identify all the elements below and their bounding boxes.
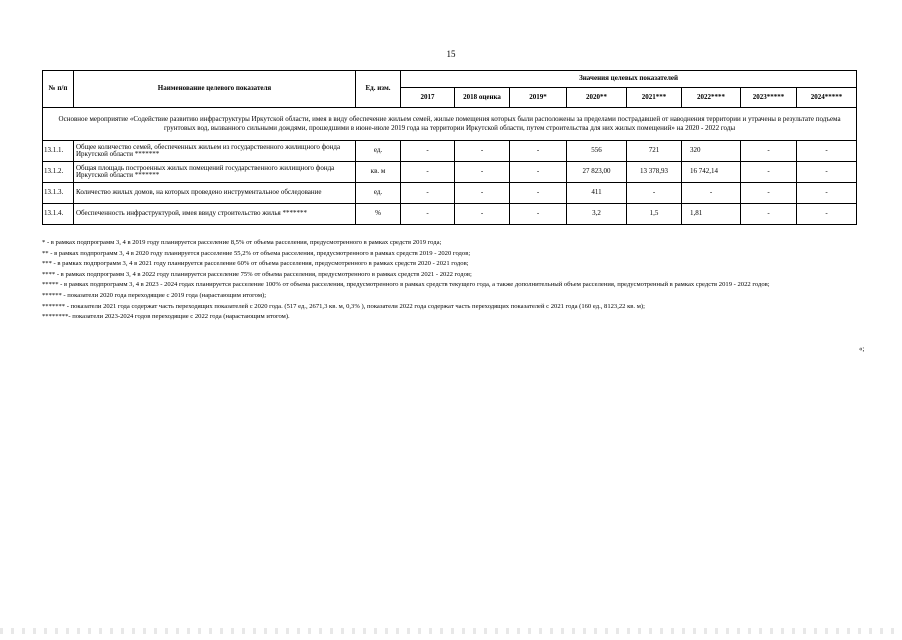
row-num: 13.1.3.: [43, 183, 74, 204]
row-value: 27 823,00: [567, 162, 627, 183]
row-value: -: [455, 141, 510, 162]
row-value: -: [797, 204, 857, 225]
row-value: 320: [682, 141, 741, 162]
row-value: -: [797, 183, 857, 204]
header-year: 2022****: [682, 88, 741, 108]
row-value: 556: [567, 141, 627, 162]
row-value: 411: [567, 183, 627, 204]
row-value: -: [682, 183, 741, 204]
row-value: -: [455, 183, 510, 204]
header-year: 2018 оценка: [455, 88, 510, 108]
table-row: [43, 204, 857, 225]
row-value: -: [741, 204, 797, 225]
page-number: 15: [446, 49, 456, 59]
row-value: -: [401, 183, 455, 204]
row-name: Общее количество семей, обеспеченных жильем из государственного жилищного фонда Иркутской области *******: [74, 141, 356, 162]
footnote: *** - в рамках подпрограмм 3, 4 в 2021 году планируется расселение 60% от объема расселения, предусмотренного в рамках средств 2020 - 2021 годов;: [42, 260, 469, 268]
header-year: 2020**: [567, 88, 627, 108]
row-value: -: [401, 141, 455, 162]
row-name: Обеспеченность инфраструктурой, имея ввиду строительство жилья *******: [74, 204, 356, 225]
row-value: -: [797, 141, 857, 162]
row-name: Общая площадь построенных жилых помещений государственного жилищного фонда Иркутской области *******: [74, 162, 356, 183]
header-year: 2019*: [510, 88, 567, 108]
row-value: -: [401, 162, 455, 183]
footnote: ****** - показатели 2020 года переходящие с 2019 года (нарастающим итогом);: [42, 291, 267, 299]
target-indicators-table: [42, 70, 857, 225]
row-value: -: [741, 162, 797, 183]
footnote: ***** - в рамках подпрограмм 3, 4 в 2023 - 2024 годах планируется расселение 100% от объема расселения, предусмотренного в рамках средств текущего года, а также дополнительный объем расселения, предусмотренный в рамках средств 2019 - 2022 годов;: [42, 281, 770, 289]
row-value: 1,81: [682, 204, 741, 225]
stray-mark: «;: [859, 345, 865, 353]
table-row: [43, 183, 857, 204]
row-value: -: [455, 204, 510, 225]
table-row: [43, 162, 857, 183]
row-value: 16 742,14: [682, 162, 741, 183]
footnote: ******* - показатели 2021 года содержат часть переходящих показателей с 2020 года. (517 ед., 2671,3 кв. м, 0,3% ), показатели 2022 года содержат часть переходящих показателей с 2021 года (160 ед., 8123,22 кв. м);: [42, 302, 645, 310]
section-title: Основное мероприятие «Содействие развитию инфраструктуры Иркутской области, имея в виду обеспечение жильем семей, жилые помещения которых были расположены за пределами пострадавшей от наводнения территории и утрачены в результате подъема грунтовых вод, вызванного сильными дождями, прошедшими в июне-июле 2019 года на территории Иркутской области, путем строительства для них жилых помещений» на 2020 - 2022 годы: [43, 108, 857, 141]
row-value: -: [510, 183, 567, 204]
header-values-group: Значения целевых показателей: [401, 71, 857, 88]
row-value: -: [741, 183, 797, 204]
header-num: № п/п: [43, 71, 74, 108]
table-row: [43, 141, 857, 162]
row-value: -: [455, 162, 510, 183]
row-unit: ед.: [356, 183, 401, 204]
row-value: -: [797, 162, 857, 183]
row-num: 13.1.1.: [43, 141, 74, 162]
header-year: 2023*****: [741, 88, 797, 108]
header-unit: Ед. изм.: [356, 71, 401, 108]
row-value: -: [510, 162, 567, 183]
row-value: 1,5: [627, 204, 682, 225]
row-unit: ед.: [356, 141, 401, 162]
header-year: 2017: [401, 88, 455, 108]
footnote: * - в рамках подпрограмм 3, 4 в 2019 году планируется расселение 8,5% от объема расселения, предусмотренного в рамках средств 2019 года;: [42, 239, 442, 246]
header-year: 2024*****: [797, 88, 857, 108]
row-value: -: [510, 204, 567, 225]
row-unit: кв. м: [356, 162, 401, 183]
header-name: Наименование целевого показателя: [74, 71, 356, 108]
header-year: 2021***: [627, 88, 682, 108]
row-value: -: [627, 183, 682, 204]
row-num: 13.1.2.: [43, 162, 74, 183]
row-num: 13.1.4.: [43, 204, 74, 225]
row-value: -: [741, 141, 797, 162]
row-value: -: [401, 204, 455, 225]
scan-artifact: [0, 628, 902, 634]
row-name: Количество жилых домов, на которых проведено инструментальное обследование: [74, 183, 356, 204]
row-value: 721: [627, 141, 682, 162]
row-value: 13 378,93: [627, 162, 682, 183]
footnote: ** - в рамках подпрограмм 3, 4 в 2020 году планируется расселение 55,2% от объема расселения, предусмотренного в рамках средств 2019 - 2020 годов;: [42, 249, 471, 257]
footnote: ********- показатели 2023-2024 годов переходящие с 2022 года (нарастающим итогом).: [42, 313, 290, 321]
row-value: -: [510, 141, 567, 162]
footnote: **** - в рамках подпрограмм 3, 4 в 2022 году планируется расселение 75% от объема расселения, предусмотренного в рамках средств 2021 - 2022 годов;: [42, 270, 472, 278]
footnotes: [42, 238, 858, 323]
row-unit: %: [356, 204, 401, 225]
row-value: 3,2: [567, 204, 627, 225]
